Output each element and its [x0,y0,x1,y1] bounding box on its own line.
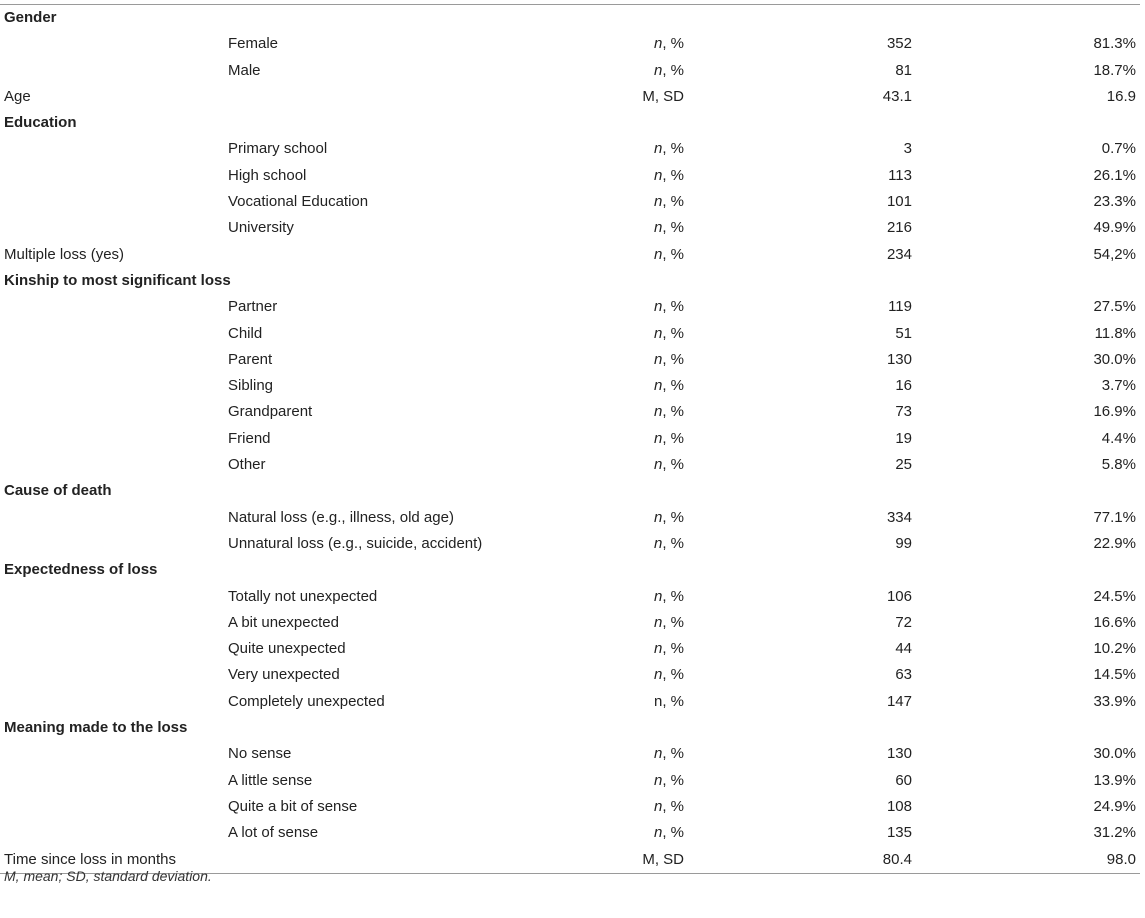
variable-label [0,163,228,189]
statistic-label: n, % [653,35,684,53]
n-symbol: n [653,534,663,552]
section-header: Cause of death [4,482,112,500]
table-row [0,242,1140,268]
value-percent: 0.7% [1101,140,1136,158]
variable-label: Age [4,87,31,105]
statistic-label: M, SD [642,87,684,105]
statistic-label: n, % [653,193,684,211]
n-symbol: n [653,587,663,605]
n-symbol: n [653,219,663,237]
variable-label [0,189,228,215]
table-row [0,452,1140,478]
value-count: 101 [886,193,912,211]
value-count: 130 [886,745,912,763]
statistic-label: n, % [653,534,684,552]
value-percent: 4.4% [1101,429,1136,447]
section-header-row [0,110,1140,136]
category-label: No sense [228,745,292,763]
variable-label [0,584,228,610]
value-count: 60 [895,771,912,789]
variable-label [0,741,228,767]
variable-label: Multiple loss (yes) [4,245,125,263]
variable-label [0,768,228,794]
value-count: 73 [895,403,912,421]
value-count: 3 [903,140,912,158]
variable-label [0,505,228,531]
table-row [0,321,1140,347]
section-header: Education [4,114,77,132]
statistic-label: n, % [653,324,684,342]
value-percent: 16.9 [1106,87,1136,105]
variable-label [0,31,228,57]
category-label: Primary school [228,140,328,158]
value-percent: 11.8% [1094,324,1136,342]
value-count: 216 [886,219,912,237]
n-symbol: n [653,824,663,842]
statistic-label: n, % [653,219,684,237]
table-row [0,584,1140,610]
category-label: A lot of sense [228,824,319,842]
statistic-label: n, % [653,429,684,447]
statistic-label: n, % [653,350,684,368]
category-label: Sibling [228,377,274,395]
category-label [228,84,456,110]
category-label [228,242,456,268]
table-row [0,505,1140,531]
table-row [0,294,1140,320]
value-percent: 26.1% [1093,166,1136,184]
n-symbol: n [653,350,663,368]
n-symbol: n [653,377,663,395]
statistic-label: n, % [653,61,684,79]
value-count: 81 [895,61,912,79]
sample-characteristics-table [0,4,1140,874]
table-row [0,373,1140,399]
value-count: 135 [886,824,912,842]
category-label: Unnatural loss (e.g., suicide, accident) [228,534,483,552]
value-percent: 33.9% [1093,692,1136,710]
category-label: Grandparent [228,403,313,421]
table-row [0,768,1140,794]
variable-label [0,610,228,636]
section-header-row [0,478,1140,504]
value-percent: 27.5% [1093,298,1136,316]
variable-label [0,689,228,715]
table-row [0,58,1140,84]
value-percent: 24.9% [1093,797,1136,815]
n-symbol: n [653,429,663,447]
value-count: 113 [888,166,912,184]
value-count: 19 [895,429,912,447]
n-symbol: n [653,613,663,631]
table-row [0,636,1140,662]
variable-label [0,58,228,84]
statistic-label: n, % [653,640,684,658]
value-count: 99 [895,534,912,552]
variable-label: Time since loss in months [4,850,177,868]
table-row [0,136,1140,162]
category-label: Other [228,456,266,474]
table-row [0,84,1140,110]
n-symbol: n [653,797,663,815]
table-row [0,662,1140,688]
value-percent: 31.2% [1093,824,1136,842]
statistic-label: n, % [653,245,684,263]
variable-label [0,347,228,373]
statistic-label: n, % [653,692,684,710]
variable-label [0,426,228,452]
value-count: 106 [886,587,912,605]
n-symbol: n [653,140,663,158]
value-percent: 10.2% [1093,640,1136,658]
n-symbol: n [653,35,663,53]
value-percent: 30.0% [1093,745,1136,763]
table-footnote: M, mean; SD, standard deviation. [4,868,212,884]
table-row [0,820,1140,846]
value-count: 63 [895,666,912,684]
variable-label [0,136,228,162]
category-label: Parent [228,350,273,368]
statistic-label: n, % [653,456,684,474]
n-symbol: n [653,324,663,342]
category-label: Quite unexpected [228,640,346,658]
value-count: 108 [886,797,912,815]
statistic-label: n, % [653,797,684,815]
value-count: 44 [895,640,912,658]
table-row [0,531,1140,557]
statistic-label: n, % [653,771,684,789]
n-symbol: n [653,745,663,763]
category-label: High school [228,166,307,184]
variable-label [0,794,228,820]
value-count: 119 [888,298,912,316]
value-percent: 14.5% [1093,666,1136,684]
statistic-label: n, % [653,613,684,631]
value-percent: 54,2% [1093,245,1136,263]
value-count: 51 [895,324,912,342]
category-label: Totally not unexpected [228,587,378,605]
category-label: University [228,219,294,237]
value-percent: 22.9% [1093,534,1136,552]
n-symbol: n [653,771,663,789]
value-percent: 3.7% [1101,377,1136,395]
variable-label [0,452,228,478]
n-symbol: n [653,403,663,421]
value-count: 130 [886,350,912,368]
variable-label [0,636,228,662]
value-count: 334 [886,508,912,526]
variable-label [0,662,228,688]
table-row [0,399,1140,425]
value-count: 43.1 [882,87,912,105]
value-percent: 49.9% [1093,219,1136,237]
table-row [0,189,1140,215]
section-header: Kinship to most significant loss [4,271,231,289]
value-count: 234 [886,245,912,263]
value-count: 25 [895,456,912,474]
statistic-label: n, % [653,745,684,763]
statistic-label: n, % [653,298,684,316]
table-body [0,5,1140,873]
category-label: A bit unexpected [228,613,339,631]
value-count: 80.4 [882,850,912,868]
variable-label [0,321,228,347]
category-label: Friend [228,429,271,447]
table-row [0,610,1140,636]
section-header-row [0,715,1140,741]
value-percent: 23.3% [1093,193,1136,211]
variable-label [0,215,228,241]
section-header: Expectedness of loss [4,561,158,579]
value-percent: 13.9% [1093,771,1136,789]
section-header-row [0,268,1140,294]
value-count: 16 [895,377,912,395]
section-header: Meaning made to the loss [4,719,188,737]
n-symbol: n [653,298,663,316]
table-row [0,31,1140,57]
statistic-label: n, % [653,587,684,605]
value-percent: 24.5% [1093,587,1136,605]
table-row [0,689,1140,715]
value-percent: 98.0 [1106,850,1136,868]
table-row [0,741,1140,767]
statistic-label: n, % [653,140,684,158]
statistic-label: n, % [653,166,684,184]
variable-label [0,294,228,320]
category-label [228,847,456,873]
n-symbol: n [653,640,663,658]
category-label: A little sense [228,771,313,789]
category-label: Completely unexpected [228,692,385,710]
n-symbol: n [653,666,663,684]
value-percent: 77.1% [1093,508,1136,526]
value-percent: 5.8% [1101,456,1136,474]
statistic-label: n, % [653,666,684,684]
n-symbol: n [653,508,663,526]
value-percent: 16.6% [1093,613,1136,631]
statistic-label: n, % [653,824,684,842]
table-row [0,163,1140,189]
value-count: 147 [886,692,912,710]
section-header-row [0,5,1140,31]
statistic-label: n, % [653,403,684,421]
table-row [0,215,1140,241]
section-header: Gender [4,9,57,26]
n-symbol: n [653,193,663,211]
value-percent: 18.7% [1093,61,1136,79]
variable-label [0,373,228,399]
n-symbol: n [653,166,663,184]
n-symbol: n [653,61,663,79]
n-symbol: n [653,456,663,474]
value-count: 352 [886,35,912,53]
variable-label [0,820,228,846]
category-label: Natural loss (e.g., illness, old age) [228,508,454,526]
table-row [0,426,1140,452]
variable-label [0,531,228,557]
variable-label [0,399,228,425]
value-percent: 81.3% [1093,35,1136,53]
category-label: Female [228,35,279,53]
statistic-label: n, % [653,508,684,526]
section-header-row [0,557,1140,583]
n-symbol: n [653,245,663,263]
value-count: 72 [895,613,912,631]
category-label: Very unexpected [228,666,340,684]
statistic-label: n, % [653,377,684,395]
category-label: Quite a bit of sense [228,797,358,815]
category-label: Vocational Education [228,193,369,211]
table-row [0,794,1140,820]
table-row [0,347,1140,373]
value-percent: 16.9% [1093,403,1136,421]
category-label: Child [228,324,263,342]
statistic-label: M, SD [642,850,684,868]
category-label: Male [228,61,261,79]
category-label: Partner [228,298,278,316]
value-percent: 30.0% [1093,350,1136,368]
